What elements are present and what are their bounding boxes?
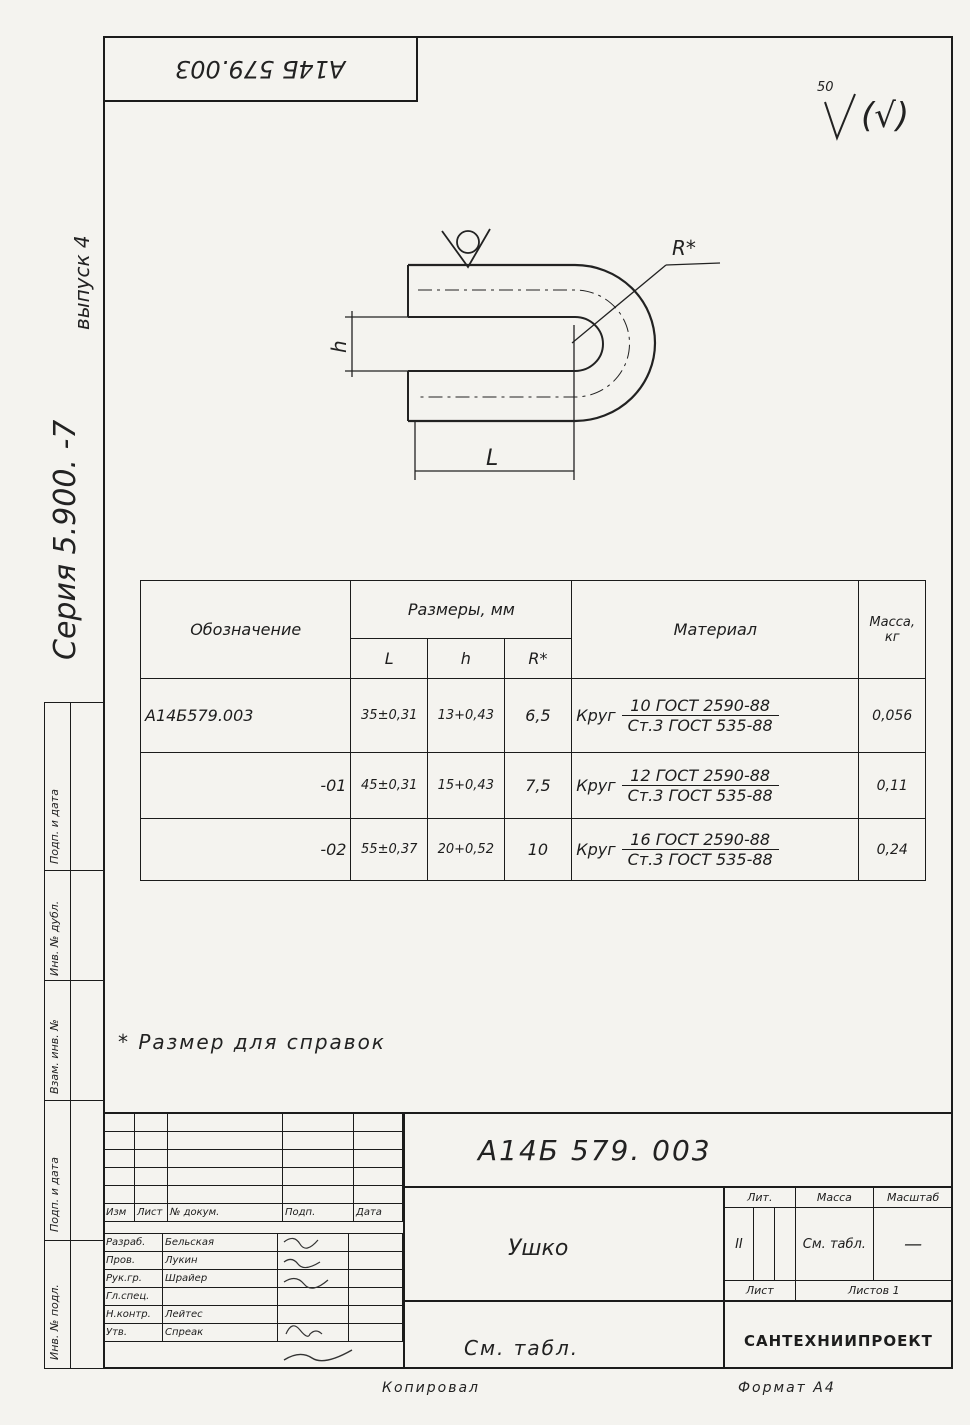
cell-h: 15+0,43 — [428, 753, 505, 819]
cell-L: 45±0,31 — [351, 753, 428, 819]
rev-h-izm: Изм — [104, 1204, 135, 1222]
sign-name: Шрайер — [163, 1270, 278, 1288]
signature-scribbles — [280, 1232, 370, 1372]
revision-header-row — [104, 1204, 403, 1222]
side-series: Серия 5.900. -7 — [48, 419, 83, 660]
material-top: 16 ГОСТ 2590-88 — [622, 830, 779, 850]
tb-name: Ушко — [508, 1236, 569, 1261]
mass-label: Масса — [795, 1188, 874, 1208]
th-L: L — [351, 639, 428, 679]
cell-R: 10 — [504, 819, 572, 881]
side-strip-sep — [44, 870, 103, 871]
sign-name: Лейтес — [163, 1306, 278, 1324]
material-bottom: Ст.3 ГОСТ 535-88 — [627, 850, 773, 869]
material-bottom: Ст.3 ГОСТ 535-88 — [627, 716, 773, 735]
table-row — [141, 753, 926, 819]
radius-label: R* — [672, 236, 696, 260]
cell-L: 55±0,37 — [351, 819, 428, 881]
cell-R: 7,5 — [504, 753, 572, 819]
sign-role: Гл.спец. — [104, 1288, 163, 1306]
spec-table — [140, 580, 926, 881]
mass-value: См. табл. — [795, 1208, 874, 1281]
tb-vline — [403, 1113, 405, 1369]
lit-mass-scale — [724, 1187, 953, 1301]
cell-material — [572, 753, 859, 819]
side-col-label: Инв. № дубл. — [48, 900, 61, 976]
top-code-box — [105, 38, 418, 102]
cell-designation: А14Б579.003 — [141, 679, 351, 753]
th-material: Материал — [572, 581, 859, 679]
cell-material — [572, 819, 859, 881]
rev-h-date: Дата — [354, 1204, 403, 1222]
sheets-label: Листов 1 — [795, 1281, 952, 1301]
cell-designation: -02 — [141, 819, 351, 881]
side-strip-sep — [44, 980, 103, 981]
material-top: 10 ГОСТ 2590-88 — [622, 696, 779, 716]
h-label: h — [327, 340, 351, 353]
sign-name: Бельская — [163, 1234, 278, 1252]
sign-name: Спреак — [163, 1324, 278, 1342]
cell-L: 35±0,31 — [351, 679, 428, 753]
part-drawing — [300, 225, 740, 495]
sign-role: Н.контр. — [104, 1306, 163, 1324]
cell-h: 20+0,52 — [428, 819, 505, 881]
rev-h-doc: № докум. — [168, 1204, 283, 1222]
lit-label: Лит. — [725, 1188, 796, 1208]
material-kind: Круг — [576, 840, 616, 859]
rev-h-sign: Подп. — [283, 1204, 354, 1222]
footer-format: Формат А4 — [738, 1380, 836, 1396]
revision-grid — [103, 1113, 403, 1222]
sign-role: Утв. — [104, 1324, 163, 1342]
side-col-label: Подп. и дата — [48, 789, 61, 864]
material-top: 12 ГОСТ 2590-88 — [622, 766, 779, 786]
th-dimensions: Размеры, мм — [351, 581, 572, 639]
surface-finish-value: 50 — [817, 80, 834, 95]
material-kind: Круг — [576, 776, 616, 795]
side-strip-sep — [44, 1100, 103, 1101]
surface-finish-mark — [815, 80, 925, 150]
scale-value: — — [874, 1208, 953, 1281]
sign-name: Лукин — [163, 1252, 278, 1270]
table-row — [141, 819, 926, 881]
tb-code: А14Б 579. 003 — [478, 1134, 712, 1167]
th-h: h — [428, 639, 505, 679]
tb-material: См. табл. — [464, 1336, 580, 1360]
side-col-label: Взам. инв. № — [48, 1019, 61, 1094]
sheet-label: Лист — [725, 1281, 796, 1301]
material-kind: Круг — [576, 706, 616, 725]
cell-mass: 0,11 — [859, 753, 926, 819]
table-row — [141, 679, 926, 753]
lit-value: II — [725, 1208, 754, 1281]
scale-label: Масштаб — [874, 1188, 953, 1208]
surface-finish-extra: (√) — [861, 96, 910, 136]
th-mass: Масса, кг — [859, 581, 926, 679]
cell-material — [572, 679, 859, 753]
organization: САНТЕХНИИПРОЕКТ — [744, 1332, 933, 1350]
rev-h-list: Лист — [135, 1204, 168, 1222]
sign-role: Рук.гр. — [104, 1270, 163, 1288]
reference-note: * Размер для справок — [118, 1030, 386, 1054]
sign-role: Пров. — [104, 1252, 163, 1270]
side-strip-sep — [44, 1240, 103, 1241]
sign-name — [163, 1288, 278, 1306]
surface-symbol-icon — [442, 229, 490, 267]
L-label: L — [486, 446, 499, 471]
footer-copied: Копировал — [382, 1380, 480, 1396]
material-bottom: Ст.3 ГОСТ 535-88 — [627, 786, 773, 805]
side-col-label: Инв. № подл. — [48, 1284, 61, 1360]
sign-role: Разраб. — [104, 1234, 163, 1252]
side-col-label: Подп. и дата — [48, 1157, 61, 1232]
cell-h: 13+0,43 — [428, 679, 505, 753]
th-designation: Обозначение — [141, 581, 351, 679]
side-issue: выпуск 4 — [70, 235, 94, 330]
cell-designation: -01 — [141, 753, 351, 819]
top-code: А14Б 579.003 — [175, 55, 346, 83]
th-R: R* — [504, 639, 572, 679]
side-strip-divider — [70, 702, 71, 1369]
cell-mass: 0,24 — [859, 819, 926, 881]
cell-R: 6,5 — [504, 679, 572, 753]
cell-mass: 0,056 — [859, 679, 926, 753]
